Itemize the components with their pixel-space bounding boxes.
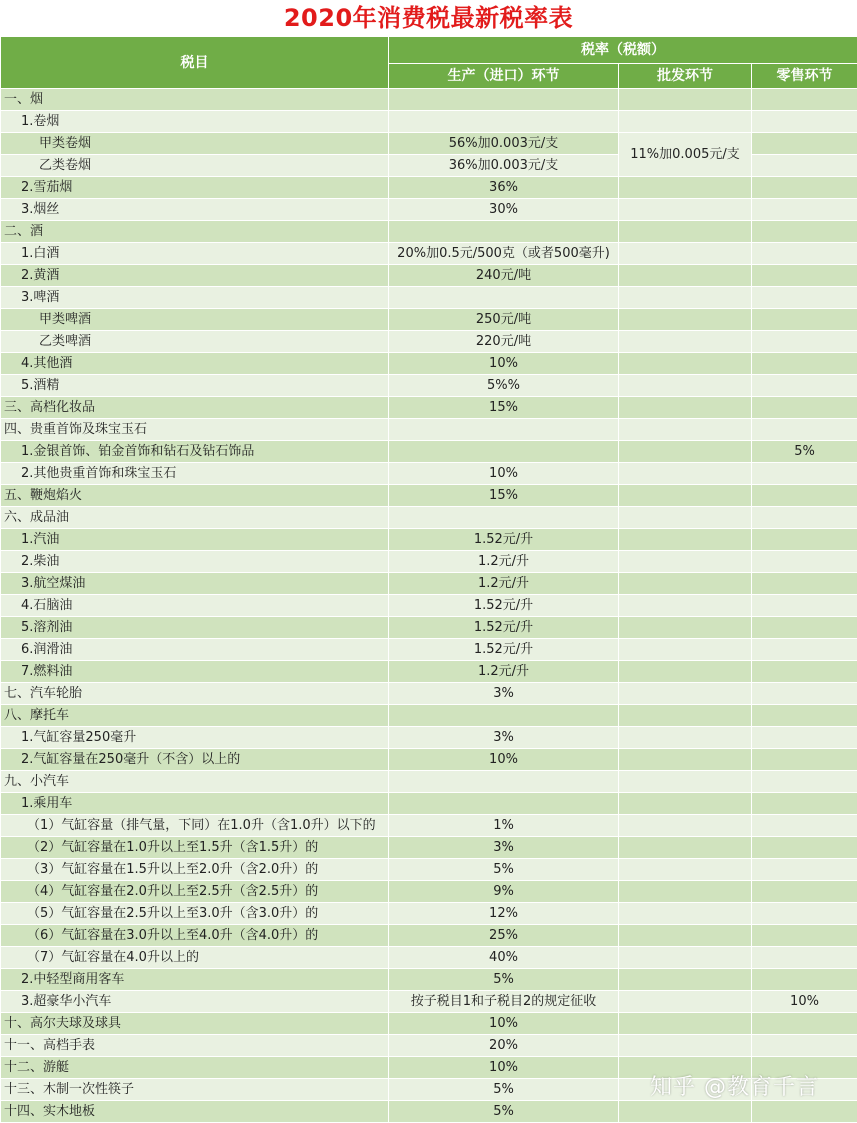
tax-item-cell: 2.中轻型商用客车 [1,969,389,991]
table-row [1,705,857,727]
production-rate-cell: 56%加0.003元/支 [389,133,619,155]
tax-item-cell: 5.溶剂油 [1,617,389,639]
tax-item-cell: 3.啤酒 [1,287,389,309]
tax-item-cell: 2.气缸容量在250毫升（不含）以上的 [1,749,389,771]
wholesale-rate-cell [619,397,752,419]
table-row [1,397,857,419]
page-title: 2020年消费税最新税率表 [0,0,857,36]
production-rate-cell: 按子税目1和子税目2的规定征收 [389,991,619,1013]
table-row [1,133,857,155]
table-row [1,1101,857,1123]
production-rate-cell: 240元/吨 [389,265,619,287]
header-rate-group: 税率（税额） [389,37,857,64]
tax-rate-table [0,36,857,1123]
production-rate-cell: 5% [389,1079,619,1101]
tax-item-cell: 十四、实木地板 [1,1101,389,1123]
production-rate-cell: 40% [389,947,619,969]
wholesale-rate-cell [619,551,752,573]
production-rate-cell: 3% [389,727,619,749]
retail-rate-cell [752,485,857,507]
production-rate-cell: 10% [389,353,619,375]
tax-item-cell: 6.润滑油 [1,639,389,661]
production-rate-cell: 12% [389,903,619,925]
tax-item-cell: 甲类卷烟 [1,133,389,155]
production-rate-cell [389,111,619,133]
production-rate-cell: 36%加0.003元/支 [389,155,619,177]
wholesale-rate-cell [619,375,752,397]
production-rate-cell [389,89,619,111]
wholesale-rate-cell [619,507,752,529]
tax-item-cell: 3.烟丝 [1,199,389,221]
header-item: 税目 [1,37,389,89]
tax-item-cell: 1.卷烟 [1,111,389,133]
retail-rate-cell [752,617,857,639]
production-rate-cell: 15% [389,397,619,419]
retail-rate-cell: 10% [752,991,857,1013]
retail-rate-cell [752,881,857,903]
table-row [1,331,857,353]
production-rate-cell [389,441,619,463]
table-row [1,529,857,551]
retail-rate-cell [752,397,857,419]
retail-rate-cell [752,903,857,925]
wholesale-rate-cell [619,309,752,331]
retail-rate-cell [752,1013,857,1035]
production-rate-cell: 1.2元/升 [389,661,619,683]
production-rate-cell: 36% [389,177,619,199]
tax-item-cell: 二、酒 [1,221,389,243]
table-row [1,859,857,881]
wholesale-rate-cell [619,529,752,551]
table-row [1,441,857,463]
wholesale-rate-cell [619,331,752,353]
table-row [1,221,857,243]
watermark: 知乎 @教育千言 [650,1070,819,1101]
retail-rate-cell: 5% [752,441,857,463]
tax-item-cell: （6）气缸容量在3.0升以上至4.0升（含4.0升）的 [1,925,389,947]
wholesale-rate-cell [619,595,752,617]
tax-item-cell: （1）气缸容量（排气量，下同）在1.0升（含1.0升）以下的 [1,815,389,837]
wholesale-rate-cell [619,1013,752,1035]
retail-rate-cell [752,155,857,177]
table-row [1,507,857,529]
tax-item-cell: 5.酒精 [1,375,389,397]
production-rate-cell: 20% [389,1035,619,1057]
wholesale-rate-cell [619,265,752,287]
table-row [1,639,857,661]
retail-rate-cell [752,947,857,969]
table-row [1,771,857,793]
wholesale-rate-cell [619,903,752,925]
production-rate-cell: 250元/吨 [389,309,619,331]
table-body [1,89,857,1123]
table-row [1,573,857,595]
production-rate-cell: 10% [389,1013,619,1035]
production-rate-cell: 3% [389,837,619,859]
tax-item-cell: 3.航空煤油 [1,573,389,595]
production-rate-cell: 9% [389,881,619,903]
tax-item-cell: 十、高尔夫球及球具 [1,1013,389,1035]
wholesale-rate-cell [619,925,752,947]
production-rate-cell: 25% [389,925,619,947]
table-row [1,617,857,639]
production-rate-cell: 10% [389,463,619,485]
retail-rate-cell [752,221,857,243]
wholesale-rate-cell [619,111,752,133]
tax-item-cell: 乙类卷烟 [1,155,389,177]
tax-item-cell: 1.汽油 [1,529,389,551]
tax-item-cell: 2.雪茄烟 [1,177,389,199]
production-rate-cell [389,287,619,309]
production-rate-cell: 1.2元/升 [389,573,619,595]
retail-rate-cell [752,683,857,705]
wholesale-rate-cell [619,177,752,199]
retail-rate-cell [752,595,857,617]
production-rate-cell: 5% [389,969,619,991]
retail-rate-cell [752,177,857,199]
header-retail: 零售环节 [752,64,857,89]
tax-item-cell: 1.白酒 [1,243,389,265]
table-row [1,793,857,815]
table-row [1,309,857,331]
retail-rate-cell [752,551,857,573]
wholesale-rate-cell [619,749,752,771]
tax-item-cell: （4）气缸容量在2.0升以上至2.5升（含2.5升）的 [1,881,389,903]
table-row [1,353,857,375]
table-row [1,199,857,221]
tax-item-cell: （7）气缸容量在4.0升以上的 [1,947,389,969]
retail-rate-cell [752,1101,857,1123]
tax-item-cell: 4.其他酒 [1,353,389,375]
tax-item-cell: 2.其他贵重首饰和珠宝玉石 [1,463,389,485]
production-rate-cell: 20%加0.5元/500克（或者500毫升) [389,243,619,265]
tax-item-cell: 九、小汽车 [1,771,389,793]
table-row [1,1013,857,1035]
table-row [1,265,857,287]
production-rate-cell: 30% [389,199,619,221]
wholesale-rate-cell [619,287,752,309]
retail-rate-cell [752,353,857,375]
tax-item-cell: 2.黄酒 [1,265,389,287]
production-rate-cell [389,793,619,815]
wholesale-rate-cell [619,1035,752,1057]
retail-rate-cell [752,111,857,133]
wholesale-rate-cell [619,661,752,683]
production-rate-cell [389,221,619,243]
table-row [1,727,857,749]
retail-rate-cell [752,199,857,221]
wholesale-rate-cell [619,969,752,991]
production-rate-cell: 1.52元/升 [389,595,619,617]
retail-rate-cell [752,815,857,837]
table-row [1,111,857,133]
production-rate-cell: 1% [389,815,619,837]
table-row [1,991,857,1013]
table-row [1,683,857,705]
production-rate-cell [389,507,619,529]
retail-rate-cell [752,529,857,551]
tax-item-cell: 甲类啤酒 [1,309,389,331]
retail-rate-cell [752,243,857,265]
table-row [1,925,857,947]
wholesale-rate-cell [619,705,752,727]
tax-item-cell: 3.超豪华小汽车 [1,991,389,1013]
tax-item-cell: 八、摩托车 [1,705,389,727]
wholesale-rate-cell [619,199,752,221]
tax-item-cell: 1.金银首饰、铂金首饰和钻石及钻石饰品 [1,441,389,463]
retail-rate-cell [752,419,857,441]
tax-item-cell: （5）气缸容量在2.5升以上至3.0升（含3.0升）的 [1,903,389,925]
tax-item-cell: 五、鞭炮焰火 [1,485,389,507]
retail-rate-cell [752,463,857,485]
wholesale-rate-cell [619,859,752,881]
wholesale-rate-cell [619,573,752,595]
table-row [1,89,857,111]
table-row [1,287,857,309]
production-rate-cell: 15% [389,485,619,507]
table-row [1,881,857,903]
wholesale-rate-cell [619,771,752,793]
tax-item-cell: 4.石脑油 [1,595,389,617]
wholesale-rate-cell [619,441,752,463]
wholesale-rate-cell [619,683,752,705]
production-rate-cell: 1.52元/升 [389,617,619,639]
production-rate-cell: 10% [389,1057,619,1079]
wholesale-rate-merged-cell: 11%加0.005元/支 [619,133,752,177]
retail-rate-cell [752,133,857,155]
production-rate-cell: 1.2元/升 [389,551,619,573]
tax-item-cell: 十三、木制一次性筷子 [1,1079,389,1101]
wholesale-rate-cell [619,815,752,837]
wholesale-rate-cell [619,837,752,859]
tax-item-cell: 三、高档化妆品 [1,397,389,419]
tax-item-cell: 六、成品油 [1,507,389,529]
wholesale-rate-cell [619,639,752,661]
table-row [1,463,857,485]
retail-rate-cell [752,925,857,947]
retail-rate-cell [752,573,857,595]
retail-rate-cell [752,639,857,661]
table-row [1,419,857,441]
table-row [1,243,857,265]
retail-rate-cell [752,1035,857,1057]
production-rate-cell [389,419,619,441]
tax-item-cell: 2.柴油 [1,551,389,573]
production-rate-cell [389,771,619,793]
retail-rate-cell [752,89,857,111]
tax-item-cell: （3）气缸容量在1.5升以上至2.0升（含2.0升）的 [1,859,389,881]
retail-rate-cell [752,309,857,331]
wholesale-rate-cell [619,485,752,507]
retail-rate-cell [752,749,857,771]
tax-item-cell: 1.乘用车 [1,793,389,815]
production-rate-cell: 5%% [389,375,619,397]
table-row [1,375,857,397]
wholesale-rate-cell [619,243,752,265]
production-rate-cell: 1.52元/升 [389,639,619,661]
table-row [1,595,857,617]
retail-rate-cell [752,287,857,309]
retail-rate-cell [752,837,857,859]
retail-rate-cell [752,265,857,287]
wholesale-rate-cell [619,881,752,903]
table-row [1,485,857,507]
table-row [1,551,857,573]
header-wholesale: 批发环节 [619,64,752,89]
wholesale-rate-cell [619,353,752,375]
tax-item-cell: 7.燃料油 [1,661,389,683]
tax-item-cell: 十二、游艇 [1,1057,389,1079]
production-rate-cell: 5% [389,1101,619,1123]
retail-rate-cell [752,375,857,397]
tax-item-cell: 1.气缸容量250毫升 [1,727,389,749]
wholesale-rate-cell [619,419,752,441]
wholesale-rate-cell [619,727,752,749]
wholesale-rate-cell [619,221,752,243]
production-rate-cell: 3% [389,683,619,705]
tax-item-cell: 乙类啤酒 [1,331,389,353]
wholesale-rate-cell [619,463,752,485]
table-row [1,177,857,199]
production-rate-cell: 5% [389,859,619,881]
retail-rate-cell [752,771,857,793]
wholesale-rate-cell [619,991,752,1013]
production-rate-cell: 220元/吨 [389,331,619,353]
retail-rate-cell [752,507,857,529]
wholesale-rate-cell [619,89,752,111]
wholesale-rate-cell [619,947,752,969]
retail-rate-cell [752,969,857,991]
retail-rate-cell [752,859,857,881]
retail-rate-cell [752,331,857,353]
production-rate-cell: 1.52元/升 [389,529,619,551]
retail-rate-cell [752,661,857,683]
tax-item-cell: 十一、高档手表 [1,1035,389,1057]
wholesale-rate-cell [619,1101,752,1123]
table-row [1,837,857,859]
header-production: 生产（进口）环节 [389,64,619,89]
tax-item-cell: （2）气缸容量在1.0升以上至1.5升（含1.5升）的 [1,837,389,859]
retail-rate-cell [752,727,857,749]
retail-rate-cell [752,793,857,815]
production-rate-cell: 10% [389,749,619,771]
table-row [1,749,857,771]
wholesale-rate-cell [619,793,752,815]
table-row [1,969,857,991]
table-row [1,661,857,683]
production-rate-cell [389,705,619,727]
tax-item-cell: 一、烟 [1,89,389,111]
table-row [1,815,857,837]
table-row [1,947,857,969]
wholesale-rate-cell [619,617,752,639]
tax-item-cell: 七、汽车轮胎 [1,683,389,705]
table-row [1,1035,857,1057]
table-row [1,903,857,925]
tax-item-cell: 四、贵重首饰及珠宝玉石 [1,419,389,441]
retail-rate-cell [752,705,857,727]
